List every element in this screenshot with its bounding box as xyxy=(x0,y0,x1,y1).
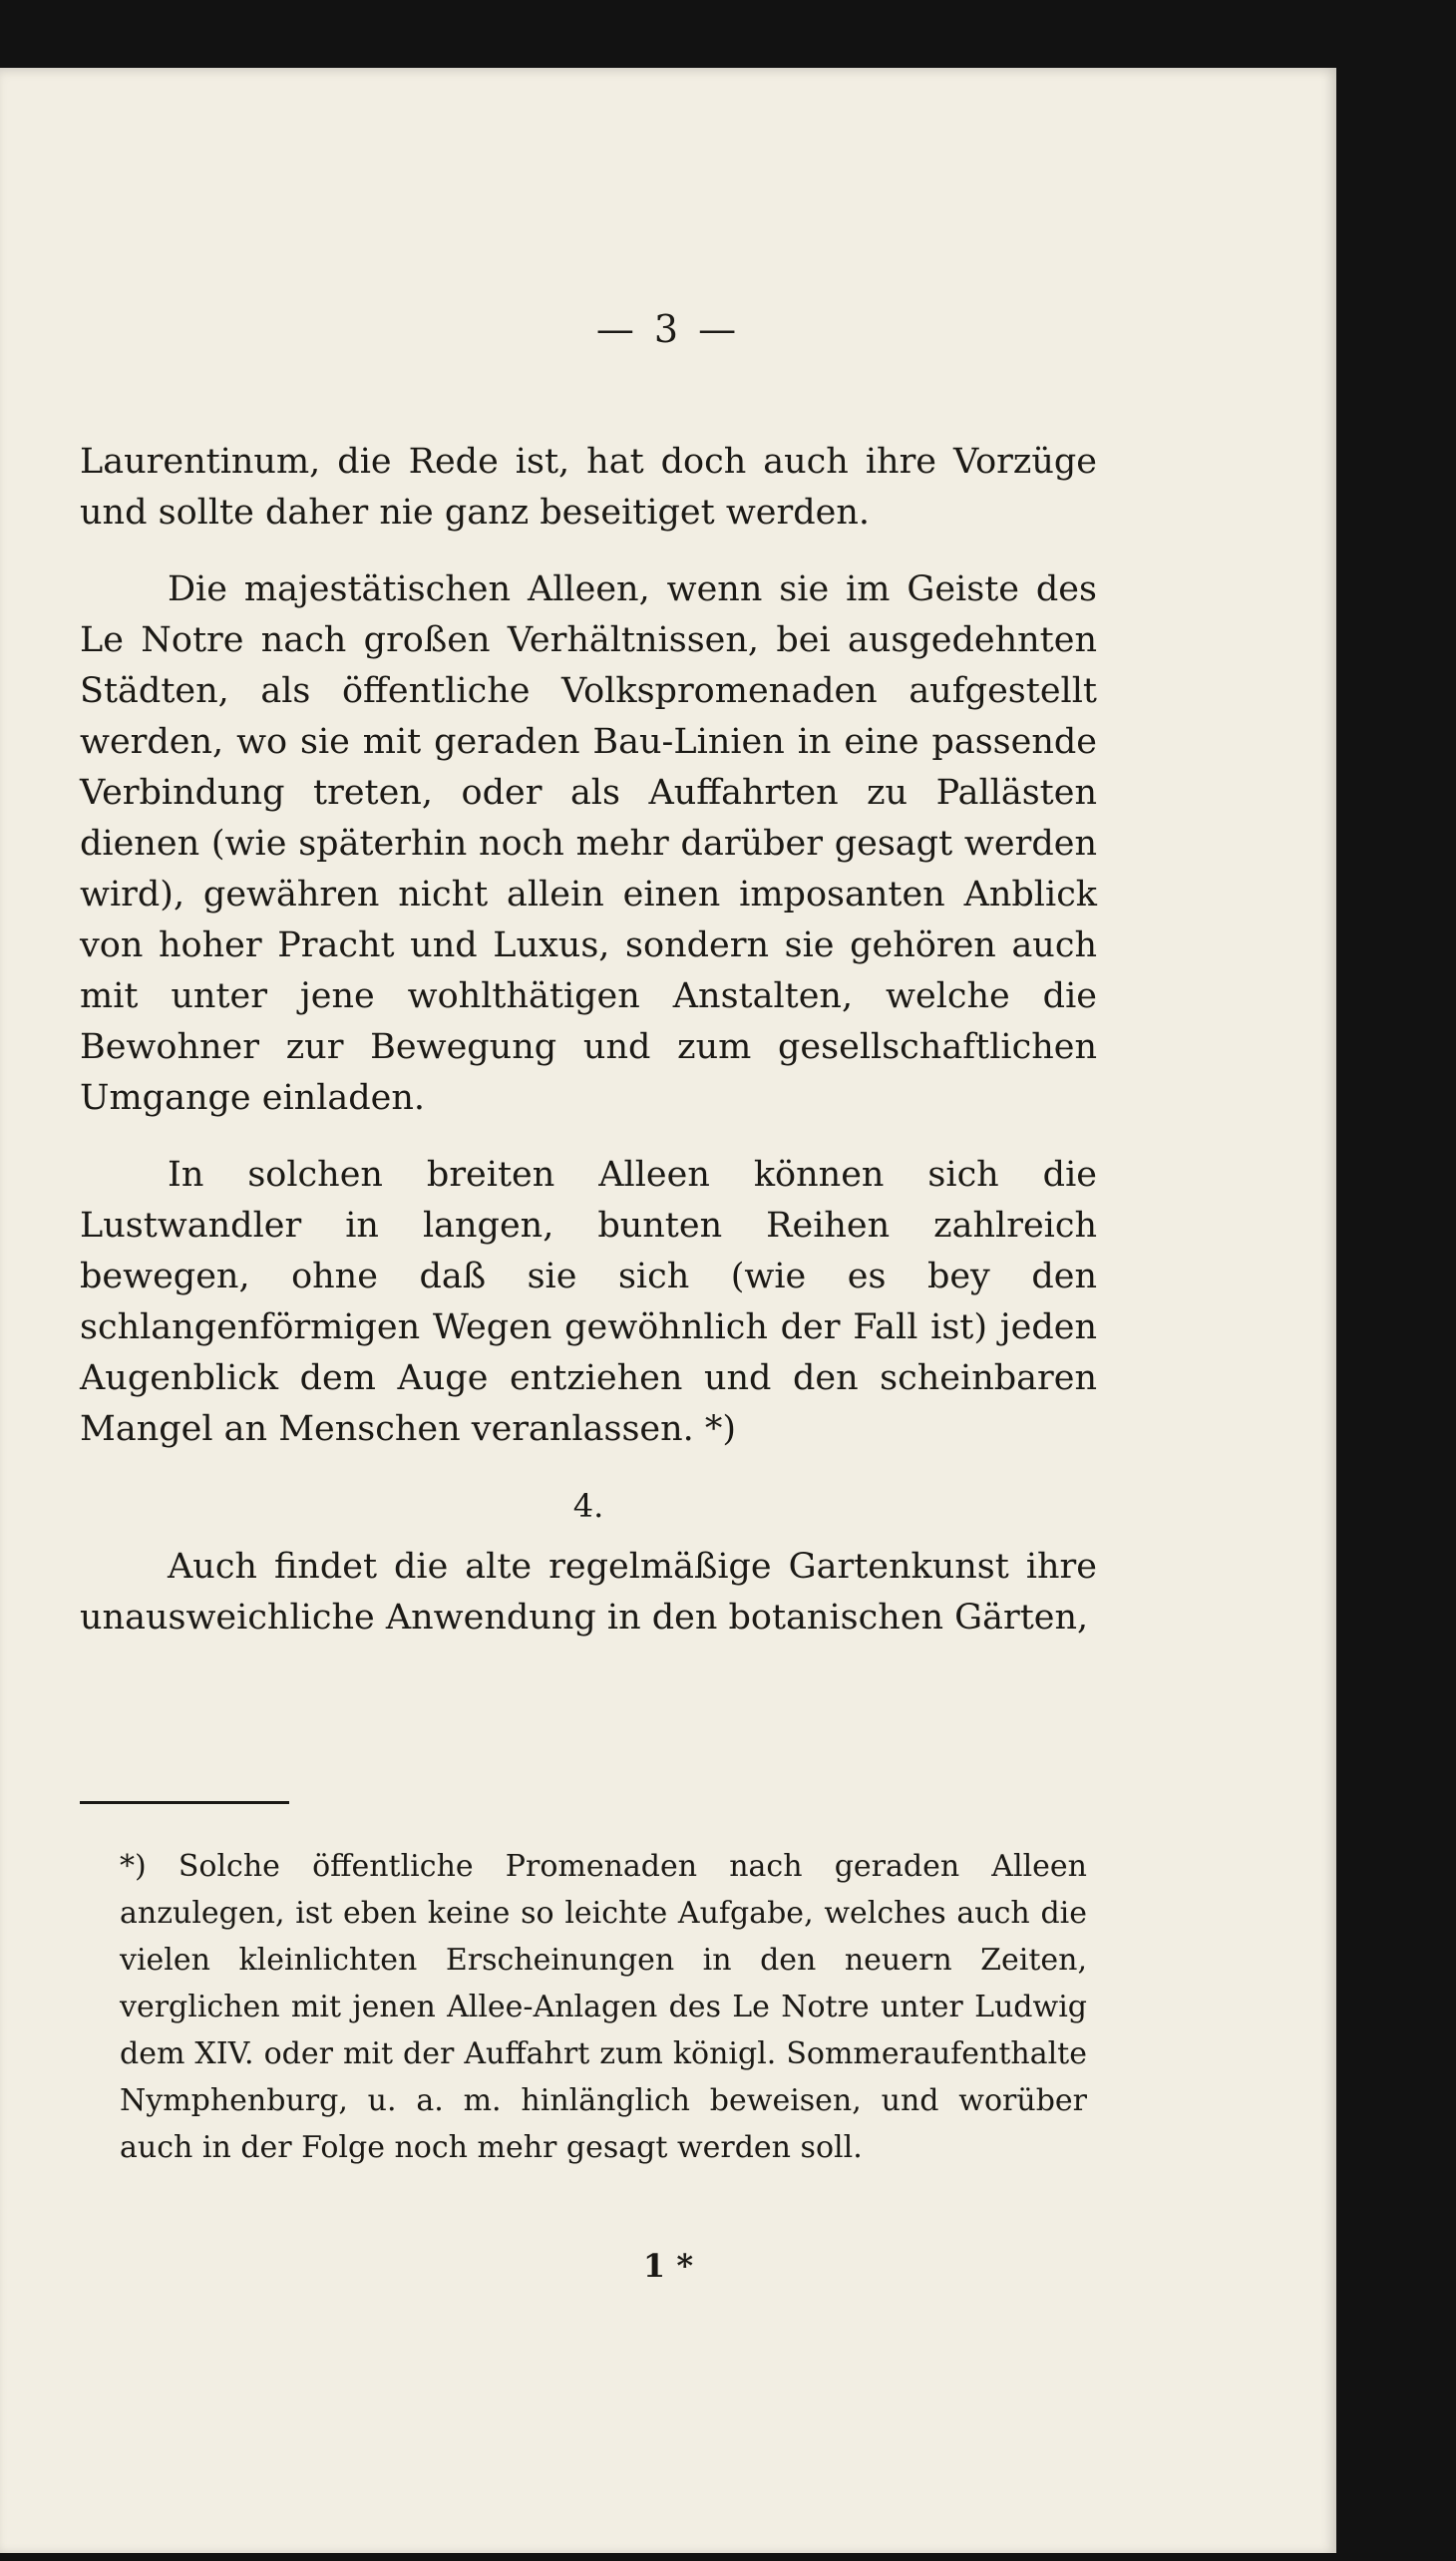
page-number: — 3 — xyxy=(595,307,741,351)
paragraph-alleen: Die majestätischen Alleen, wenn sie im Geiste des Le Notre nach großen Verhältnissen, bei ausgedehnten Städten, als öffentliche Volkspromenaden aufgestellt werden, wo sie mit geraden Bau-Linien in eine passende Verbindung treten, oder als Auffahrten zu Pallästen dienen (wie späterhin noch mehr darüber gesagt werden wird), gewähren nicht allein einen imposanten Anblick von hoher Pracht und Luxus, sondern sie gehören auch mit unter jene wohlthätigen Anstalten, welche die Bewohner zur Bewegung und zum gesellschaftlichen Umgange einladen. xyxy=(80,569,1097,1118)
paragraph-continuation: Laurentinum, die Rede ist, hat doch auch ihre Vorzüge und sollte daher nie ganz beseitiget werden. xyxy=(80,442,1097,533)
footnote: *) Solche öffentliche Promenaden nach geraden Alleen anzulegen, ist eben keine so leichte Aufgabe, welches auch die vielen kleinlichten Erscheinungen in den neuern Zeiten, verglichen mit jenen Allee-Anlagen des Le Notre unter Ludwig dem XIV. oder mit der Auffahrt zum königl. Sommeraufenthalte Nymphenburg, u. a. m. hinlänglich beweisen, und worüber auch in der Folge noch mehr gesagt werden soll. xyxy=(120,1849,1087,2165)
main-text xyxy=(80,437,1097,1644)
paragraph-lustwandler: In solchen breiten Alleen können sich die Lustwandler in langen, bunten Reihen zahlreich bewegen, ohne daß sie sich (wie es bey den schlangenförmigen Wegen gewöhnlich der Fall ist) jeden Augenblick dem Auge entziehen und den scheinbaren Mangel an Menschen veranlassen. *) xyxy=(80,1155,1097,1449)
book-page xyxy=(0,68,1336,2553)
section-number: 4. xyxy=(572,1487,604,1525)
paragraph-section-4: Auch findet die alte regelmäßige Gartenkunst ihre unausweichliche Anwendung in den botanischen Gärten, xyxy=(80,1547,1097,1638)
footnote-divider xyxy=(80,1801,289,1804)
signature-mark: 1 * xyxy=(642,2247,694,2285)
